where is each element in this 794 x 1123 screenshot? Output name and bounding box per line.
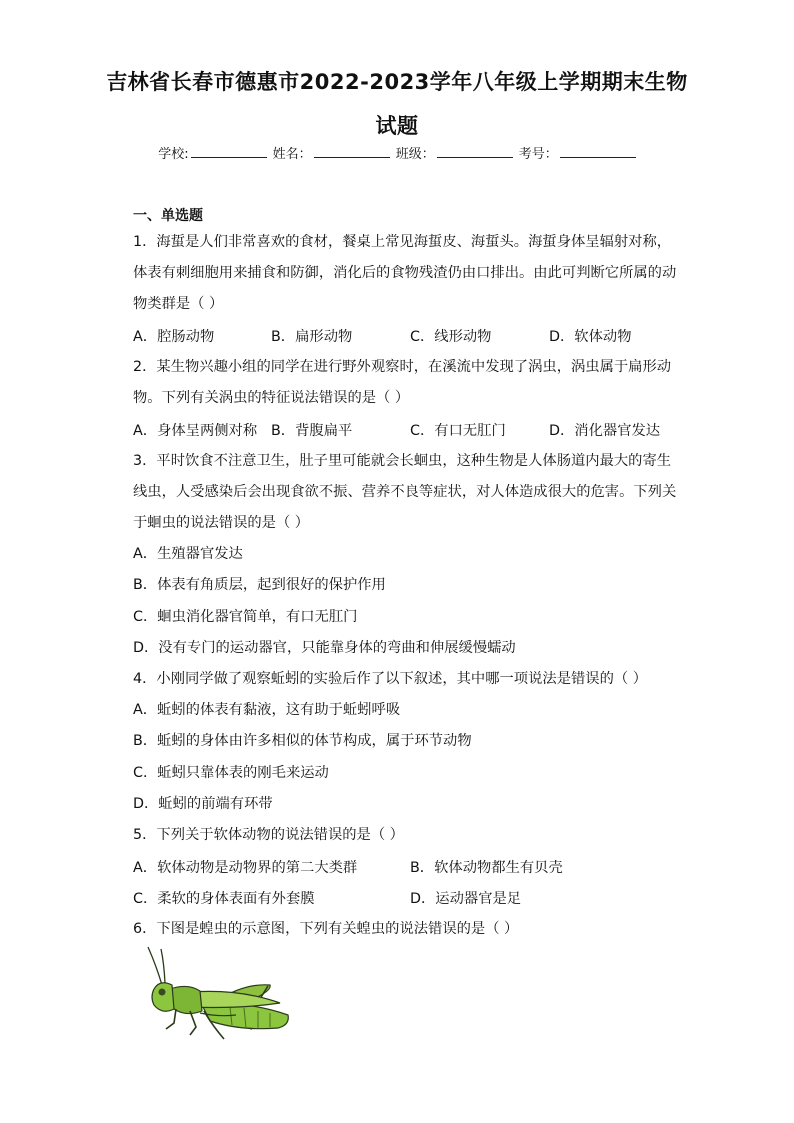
question-3-line-2: 线虫，人受感染后会出现食欲不振、营养不良等症状，对人体造成很大的危害。下列关 <box>133 484 677 500</box>
question-3-option-a: A．生殖器官发达 <box>133 546 243 562</box>
question-2-option-b: B．背腹扁平 <box>271 423 353 439</box>
exam-title-line2: 试题 <box>375 114 419 138</box>
question-1-option-b: B．扁形动物 <box>271 329 353 345</box>
question-4-option-b: B．蚯蚓的身体由许多相似的体节构成，属于环节动物 <box>133 733 472 749</box>
question-4-line-1: 4．小刚同学做了观察蚯蚓的实验后作了以下叙述，其中哪一项说法是错误的（ ） <box>133 671 648 687</box>
question-3-line-1: 3．平时饮食不注意卫生，肚子里可能就会长蛔虫，这种生物是人体肠道内最大的寄生 <box>133 453 672 469</box>
question-5-line-1: 5．下列关于软体动物的说法错误的是（ ） <box>133 827 404 843</box>
question-5-option-b: B．软体动物都生有贝壳 <box>410 860 563 876</box>
question-2-line-1: 2．某生物兴趣小组的同学在进行野外观察时，在溪流中发现了涡虫，涡虫属于扁形动 <box>133 359 672 375</box>
name-field <box>273 143 390 162</box>
name-label: 姓名： <box>272 147 312 162</box>
question-1-line-3: 物类群是（ ） <box>133 296 224 312</box>
class-field <box>396 143 513 162</box>
question-4-option-a: A．蚯蚓的体表有黏液，这有助于蚯蚓呼吸 <box>133 702 401 718</box>
number-label: 考号： <box>518 147 558 162</box>
question-5-option-d: D．运动器官是足 <box>410 891 522 907</box>
question-2-line-2: 物。下列有关涡虫的特征说法错误的是（ ） <box>133 390 410 406</box>
question-3-option-b: B．体表有角质层，起到很好的保护作用 <box>133 577 386 593</box>
question-4-option-d: D．蚯蚓的前端有环带 <box>133 796 273 812</box>
name-blank <box>314 143 390 158</box>
school-label: 学校: <box>158 147 189 162</box>
student-info-line <box>0 143 794 162</box>
question-1-line-1: 1．海蜇是人们非常喜欢的食材，餐桌上常见海蜇皮、海蜇头。海蜇身体呈辐射对称， <box>133 234 672 250</box>
grasshopper-illustration <box>140 945 300 1045</box>
question-3-option-d: D．没有专门的运动器官，只能靠身体的弯曲和伸展缓慢蠕动 <box>133 640 516 656</box>
question-5-option-a: A．软体动物是动物界的第二大类群 <box>133 860 358 876</box>
number-field <box>519 143 636 162</box>
question-2-option-c: C．有口无肛门 <box>410 423 506 439</box>
question-1-option-d: D．软体动物 <box>549 329 632 345</box>
question-5-option-c: C．柔软的身体表面有外套膜 <box>133 891 315 907</box>
question-1-option-c: C．线形动物 <box>410 329 492 345</box>
question-1-line-2: 体表有刺细胞用来捕食和防御，消化后的食物残渣仍由口排出。由此可判断它所属的动 <box>133 265 677 281</box>
question-6-line-1: 6．下图是蝗虫的示意图，下列有关蝗虫的说法错误的是（ ） <box>133 921 519 937</box>
question-3-line-3: 于蛔虫的说法错误的是（ ） <box>133 515 310 531</box>
exam-title-line1: 吉林省长春市德惠市2022-2023学年八年级上学期期末生物 <box>106 70 688 94</box>
question-1-option-a: A．腔肠动物 <box>133 329 215 345</box>
question-3-option-c: C．蛔虫消化器官简单，有口无肛门 <box>133 609 358 625</box>
class-label: 班级： <box>395 147 435 162</box>
school-field <box>158 143 266 162</box>
question-2-option-a: A．身体呈两侧对称 <box>133 423 258 439</box>
school-blank <box>191 143 267 158</box>
question-4-option-c: C．蚯蚓只靠体表的刚毛来运动 <box>133 765 329 781</box>
class-blank <box>437 143 513 158</box>
question-2-option-d: D．消化器官发达 <box>549 423 661 439</box>
number-blank <box>560 143 636 158</box>
section-heading: 一、单选题 <box>133 208 203 224</box>
